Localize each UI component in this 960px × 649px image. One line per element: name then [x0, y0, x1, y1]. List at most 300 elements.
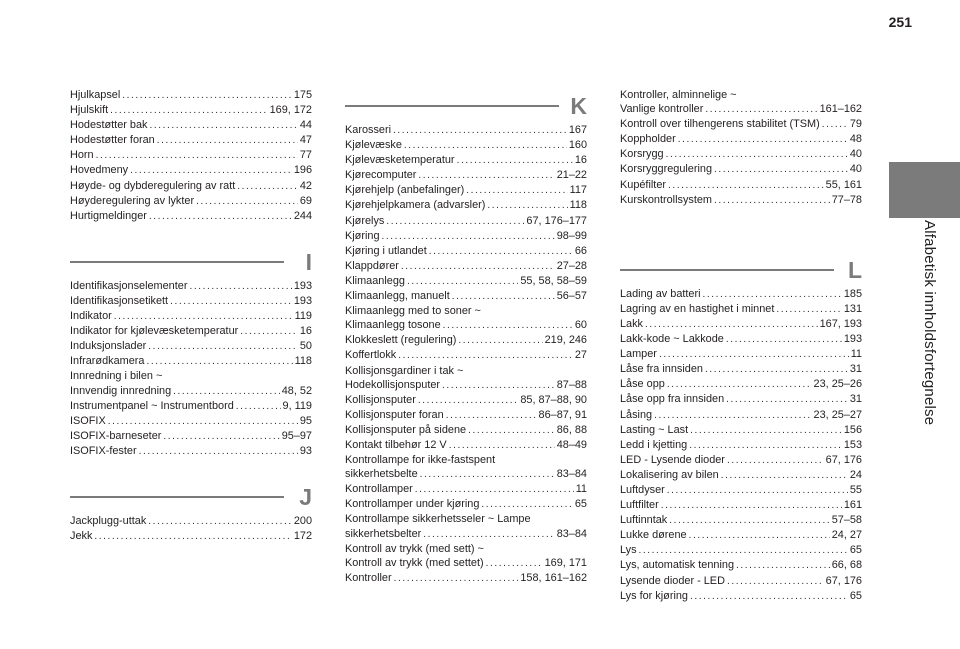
index-entry — [345, 214, 587, 229]
index-entry-term: Jekk — [70, 530, 93, 543]
index-entry-pages: 67, 176 — [825, 453, 862, 466]
index-entry-term: Luftinntak — [620, 514, 668, 527]
index-entry — [345, 542, 587, 571]
page-number: 251 — [888, 14, 912, 30]
index-entry — [620, 132, 862, 147]
index-entry-term: Klappdører — [345, 259, 399, 272]
dot-leader — [415, 483, 574, 497]
index-entry-term: Hurtigmeldinger — [70, 209, 147, 222]
index-entry-term-prefix: Innredning i bilen ~ — [70, 370, 163, 383]
index-entry-term: Karosseri — [345, 124, 391, 136]
dot-leader — [114, 310, 293, 324]
section-divider — [345, 105, 559, 107]
index-entry-term: Kjørelys — [345, 214, 385, 227]
index-entry-pages: 172 — [293, 530, 312, 543]
index-entry-pages: 153 — [843, 438, 862, 451]
section-letter: K — [570, 93, 587, 119]
section-header — [345, 88, 587, 119]
index-entry-term: Klokkeslett (regulering) — [345, 334, 457, 347]
dot-leader — [423, 528, 554, 542]
index-entry-term: Kjøring — [345, 229, 380, 242]
index-entry-term-prefix: Klimaanlegg med to soner ~ — [345, 305, 481, 318]
index-entry-pages: 66, 68 — [831, 559, 862, 572]
dot-leader — [668, 179, 824, 193]
dot-leader — [382, 230, 555, 244]
index-entry-pages: 77 — [299, 149, 312, 162]
index-entry-pages: 16 — [574, 154, 587, 167]
index-entry-pages: 93 — [299, 444, 312, 457]
dot-leader — [189, 280, 291, 294]
index-entry — [620, 88, 862, 117]
index-entry — [620, 147, 862, 162]
index-entry-term-prefix: Kontrollampe for ikke-fastspent — [345, 454, 496, 467]
index-entry — [620, 347, 862, 362]
index-entry-term: Korsryggregulering — [620, 163, 713, 176]
dot-leader — [393, 124, 567, 138]
index-entry — [70, 133, 312, 148]
index-entry-term: Indikator for kjølevæsketemperatur — [70, 325, 239, 338]
index-entry-pages: 67, 176–177 — [526, 214, 587, 227]
index-entry-term: Låsing — [620, 408, 653, 421]
dot-leader — [163, 430, 279, 444]
index-entry — [620, 438, 862, 453]
dot-leader — [639, 544, 848, 558]
index-entry — [70, 309, 312, 324]
index-entry-pages: 160 — [568, 139, 587, 152]
index-entry-term: Induksjonslader — [70, 340, 147, 353]
index-entry — [70, 103, 312, 118]
dot-leader — [667, 378, 812, 392]
index-entry — [620, 423, 862, 438]
index-entry — [70, 354, 312, 369]
index-entry — [70, 369, 312, 398]
index-entry-term: Hodestøtter bak — [70, 119, 148, 132]
index-entry — [345, 153, 587, 168]
index-entry — [620, 453, 862, 468]
index-entry-pages: 50 — [299, 340, 312, 353]
index-entry — [345, 438, 587, 453]
index-column-2 — [345, 88, 587, 586]
dot-leader — [736, 559, 830, 573]
index-entry — [620, 287, 862, 302]
dot-leader — [418, 394, 519, 408]
index-entry-term: Jackplugg-uttak — [70, 514, 147, 527]
index-entry-term: Instrumentpanel ~ Instrumentbord — [70, 399, 234, 412]
index-entry-pages: 156 — [843, 423, 862, 436]
index-entry-pages: 193 — [293, 294, 312, 307]
index-entry — [620, 377, 862, 392]
index-entry-pages: 175 — [293, 89, 312, 101]
section-tab-label: Alfabetisk innholdsfortegnelse — [921, 220, 938, 426]
section-header — [70, 244, 312, 275]
dot-leader — [727, 575, 824, 589]
index-entry-term: Hjulkapsel — [70, 89, 121, 101]
dot-leader — [148, 515, 292, 529]
dot-leader — [776, 303, 841, 317]
section-header — [620, 252, 862, 283]
index-entry-pages: 87–88 — [556, 378, 587, 391]
index-entry-term: Lakk — [620, 317, 644, 330]
index-entry — [620, 302, 862, 317]
dot-leader — [721, 469, 848, 483]
index-entry-term: Kjørecomputer — [345, 169, 417, 182]
index-entry-pages: 16 — [299, 325, 312, 338]
index-entry-pages: 158, 161–162 — [520, 571, 587, 584]
index-entry-pages: 48 — [849, 133, 862, 146]
dot-leader — [486, 557, 543, 571]
index-entry-pages: 86–87, 91 — [538, 408, 587, 421]
index-section — [620, 208, 862, 604]
index-entry-term: Kollisjonsputer foran — [345, 408, 444, 421]
index-entry-term: Høyde- og dybderegulering av ratt — [70, 179, 236, 192]
index-entry-pages: 66 — [574, 244, 587, 257]
index-entry-pages: 193 — [843, 333, 862, 346]
index-entry — [345, 453, 587, 482]
dot-leader — [705, 103, 817, 117]
index-entry-term: Koffertlokk — [345, 349, 397, 362]
index-entry-pages: 196 — [293, 164, 312, 177]
index-entry-pages: 169, 172 — [269, 104, 312, 117]
dot-leader — [669, 514, 829, 528]
section-divider — [70, 496, 284, 498]
index-entry-term: Klimaanlegg, manuelt — [345, 290, 450, 303]
index-entry-pages: 83–84 — [556, 468, 587, 481]
index-entry-term: Klimaanlegg — [345, 274, 405, 287]
index-entry — [70, 163, 312, 178]
index-entry-term: Hodekollisjonsputer — [345, 378, 441, 391]
index-entry-pages: 44 — [299, 119, 312, 132]
index-entry-pages: 55 — [849, 483, 862, 496]
dot-leader — [404, 139, 567, 153]
dot-leader — [481, 498, 572, 512]
index-entry — [620, 178, 862, 193]
index-entry-pages: 40 — [849, 148, 862, 161]
index-entry — [345, 274, 587, 289]
dot-leader — [237, 180, 298, 194]
dot-leader — [96, 149, 298, 163]
dot-leader — [654, 409, 811, 423]
index-entry — [345, 138, 587, 153]
index-section — [70, 224, 312, 459]
index-entry — [70, 529, 312, 544]
index-entry-term: ISOFIX — [70, 414, 106, 427]
index-entry-pages: 21–22 — [556, 169, 587, 182]
index-entry — [620, 193, 862, 208]
index-entry-term: Kontakt tilbehør 12 V — [345, 438, 447, 451]
index-entry-term: Kontrollamper under kjøring — [345, 498, 480, 511]
index-entry — [620, 468, 862, 483]
index-entry-pages: 118 — [294, 355, 312, 368]
index-entry-term: Kjørehjelpkamera (advarsler) — [345, 199, 486, 212]
index-entry-pages: 65 — [849, 544, 862, 557]
index-entry — [345, 408, 587, 423]
dot-leader — [487, 199, 567, 213]
section-letter: J — [299, 483, 312, 510]
dot-leader — [714, 163, 848, 177]
dot-leader — [443, 319, 573, 333]
index-entry-term: Ledd i kjetting — [620, 438, 688, 451]
dot-leader — [407, 275, 518, 289]
index-entry-pages: 57–58 — [831, 514, 862, 527]
dot-leader — [678, 133, 848, 147]
index-entry — [620, 362, 862, 377]
index-section — [620, 88, 862, 208]
index-entry-term: Korsrygg — [620, 148, 664, 161]
index-entry-term: Vanlige kontroller — [620, 103, 704, 116]
dot-leader — [386, 215, 524, 229]
index-entry-term: Kjølevæske — [345, 139, 402, 152]
index-entry-term: Infrarødkamera — [70, 355, 145, 368]
section-header — [70, 479, 312, 510]
index-entry-term: Kontroller — [345, 571, 392, 584]
index-entry — [345, 482, 587, 497]
index-entry — [70, 194, 312, 209]
index-column-3 — [620, 88, 862, 604]
index-entry — [620, 498, 862, 513]
index-entry-term: sikkerhetsbelter — [345, 527, 422, 540]
index-entry-pages: 24 — [849, 468, 862, 481]
dot-leader — [690, 590, 848, 604]
index-entry-term: Kollisjonsputer på sidene — [345, 423, 467, 436]
index-entry-term-prefix: Kontroller, alminnelige ~ — [620, 89, 737, 101]
index-entry-pages: 23, 25–27 — [813, 408, 862, 421]
index-entry — [345, 364, 587, 393]
index-entry-pages: 42 — [299, 179, 312, 192]
index-entry — [70, 209, 312, 224]
index-entry-pages: 69 — [299, 194, 312, 207]
index-entry-term: Lukke dørene — [620, 529, 687, 542]
index-entry — [70, 414, 312, 429]
dot-leader — [236, 400, 281, 414]
index-entry-pages: 98–99 — [556, 229, 587, 242]
dot-leader — [157, 134, 298, 148]
dot-leader — [667, 484, 848, 498]
index-entry-term: sikkerhetsbelte — [345, 468, 418, 481]
section-letter: L — [847, 256, 862, 283]
index-entry-term: Identifikasjonsetikett — [70, 294, 169, 307]
index-entry-pages: 65 — [574, 498, 587, 511]
index-entry-term: Hjulskift — [70, 104, 109, 117]
index-entry — [620, 408, 862, 423]
index-entry-pages: 67, 176 — [825, 574, 862, 587]
index-entry — [620, 543, 862, 558]
section-divider — [620, 269, 834, 271]
index-entry — [345, 259, 587, 274]
index-entry — [620, 332, 862, 347]
dot-leader — [146, 355, 292, 369]
index-entry-pages: 85, 87–88, 90 — [520, 393, 587, 406]
index-section — [70, 88, 312, 224]
index-entry-term: Koppholder — [620, 133, 676, 146]
index-entry-term: Lagring av en hastighet i minnet — [620, 302, 775, 315]
index-entry — [345, 229, 587, 244]
index-entry-pages: 31 — [849, 393, 862, 406]
dot-leader — [401, 260, 555, 274]
index-entry-pages: 31 — [849, 363, 862, 376]
index-section — [70, 459, 312, 544]
index-entry — [345, 348, 587, 363]
index-entry — [345, 497, 587, 512]
index-entry — [345, 123, 587, 138]
index-entry-pages: 193 — [293, 279, 312, 292]
dot-leader — [661, 499, 842, 513]
index-entry-term: Kontroll over tilhengerens stabilitet (TSM) — [620, 118, 820, 131]
index-entry-term: Indikator — [70, 310, 112, 323]
index-entry — [345, 183, 587, 198]
index-entry-term-prefix: Kontroll av trykk (med sett) ~ — [345, 542, 484, 555]
index-entry-term: Lys, automatisk tenning — [620, 559, 735, 572]
dot-leader — [149, 210, 292, 224]
index-entry-pages: 117 — [569, 184, 587, 197]
dot-leader — [714, 194, 830, 208]
index-entry-pages: 118 — [569, 199, 587, 212]
index-entry-term: Kjølevæsketemperatur — [345, 154, 455, 167]
dot-leader — [457, 154, 573, 168]
index-entry-term-prefix: Kollisjonsgardiner i tak ~ — [345, 364, 464, 377]
index-entry-pages: 86, 88 — [556, 423, 587, 436]
index-entry — [345, 289, 587, 304]
index-entry-term: Kontroll av trykk (med settet) — [345, 556, 484, 569]
dot-leader — [149, 119, 297, 133]
dot-leader — [689, 439, 842, 453]
index-entry — [345, 571, 587, 586]
section-letter: I — [305, 248, 312, 275]
dot-leader — [94, 530, 291, 544]
index-entry-pages: 119 — [294, 310, 312, 323]
index-entry-pages: 167 — [568, 124, 587, 136]
index-entry-pages: 27–28 — [556, 259, 587, 272]
index-entry — [70, 429, 312, 444]
index-entry-term: LED - Lysende dioder — [620, 453, 725, 466]
index-entry — [70, 294, 312, 309]
index-entry — [620, 528, 862, 543]
index-entry-term: Kurskontrollsystem — [620, 193, 712, 206]
index-entry-term: Høyderegulering av lykter — [70, 194, 195, 207]
dot-leader — [726, 333, 842, 347]
index-entry-pages: 77–78 — [831, 193, 862, 206]
index-entry-term: Lamper — [620, 348, 657, 361]
index-entry — [345, 512, 587, 541]
index-entry-term: Lasting ~ Last — [620, 423, 689, 436]
index-entry-term: Identifikasjonselementer — [70, 279, 188, 292]
index-entry-pages: 169, 171 — [544, 556, 587, 569]
index-entry-pages: 161–162 — [819, 103, 862, 116]
dot-leader — [442, 379, 555, 393]
index-entry-term: ISOFIX-barneseter — [70, 429, 162, 442]
index-entry-pages: 27 — [574, 349, 587, 362]
index-entry — [70, 514, 312, 529]
dot-leader — [822, 118, 848, 132]
index-entry-term: ISOFIX-fester — [70, 444, 137, 457]
index-entry — [70, 88, 312, 103]
dot-leader — [449, 439, 555, 453]
index-entry-pages: 167, 193 — [819, 317, 862, 330]
dot-leader — [446, 409, 537, 423]
dot-leader — [703, 288, 842, 302]
index-entry — [345, 168, 587, 183]
index-entry-pages: 185 — [843, 287, 862, 300]
index-entry-pages: 40 — [849, 163, 862, 176]
index-entry-term: Lys — [620, 544, 637, 557]
dot-leader — [139, 445, 298, 459]
index-entry-term: Lading av batteri — [620, 287, 701, 300]
index-entry-term: Lakk-kode ~ Lakkode — [620, 333, 724, 346]
index-entry-pages: 48–49 — [556, 438, 587, 451]
index-entry — [620, 162, 862, 177]
dot-leader — [466, 184, 567, 198]
dot-leader — [659, 348, 849, 362]
index-entry — [70, 444, 312, 459]
index-entry-pages: 200 — [293, 514, 312, 527]
index-entry-pages: 55, 161 — [825, 178, 862, 191]
index-entry — [345, 393, 587, 408]
index-entry — [345, 244, 587, 259]
dot-leader — [726, 393, 848, 407]
index-entry — [620, 392, 862, 407]
index-entry-pages: 95–97 — [281, 429, 312, 442]
index-entry — [70, 324, 312, 339]
index-entry — [620, 513, 862, 528]
index-entry — [345, 333, 587, 348]
index-entry — [620, 117, 862, 132]
index-entry-pages: 9, 119 — [282, 399, 312, 412]
dot-leader — [173, 385, 280, 399]
index-section — [345, 88, 587, 586]
index-entry — [620, 589, 862, 604]
dot-leader — [468, 424, 555, 438]
index-entry — [345, 304, 587, 333]
index-entry — [70, 279, 312, 294]
index-entry — [70, 399, 312, 414]
index-entry — [70, 179, 312, 194]
index-entry-term: Kupéfilter — [620, 178, 667, 191]
index-entry — [620, 574, 862, 589]
dot-leader — [689, 529, 830, 543]
index-entry — [70, 339, 312, 354]
dot-leader — [122, 89, 292, 103]
index-entry-term: Hovedmeny — [70, 164, 129, 177]
dot-leader — [130, 164, 292, 178]
index-entry-pages: 11 — [850, 348, 862, 361]
dot-leader — [418, 169, 554, 183]
dot-leader — [458, 334, 542, 348]
section-tab — [889, 162, 960, 218]
index-entry — [345, 423, 587, 438]
index-column-1 — [70, 88, 312, 544]
index-entry-pages: 23, 25–26 — [813, 378, 862, 391]
index-entry-pages: 244 — [293, 209, 312, 222]
dot-leader — [690, 424, 842, 438]
dot-leader — [645, 318, 818, 332]
index-entry-pages: 48, 52 — [281, 384, 312, 397]
index-entry-pages: 161 — [843, 499, 862, 512]
dot-leader — [452, 290, 555, 304]
index-entry-term: Lokalisering av bilen — [620, 468, 719, 481]
index-entry-term: Kollisjonsputer — [345, 393, 416, 406]
dot-leader — [196, 195, 298, 209]
index-entry-pages: 47 — [299, 134, 312, 147]
index-entry-term: Hodestøtter foran — [70, 134, 155, 147]
index-entry — [345, 198, 587, 213]
index-entry-pages: 83–84 — [556, 527, 587, 540]
index-entry-term: Kjørehjelp (anbefalinger) — [345, 184, 465, 197]
index-entry-term: Lysende dioder - LED — [620, 574, 725, 587]
index-entry-term: Luftdyser — [620, 483, 665, 496]
dot-leader — [429, 245, 573, 259]
index-entry-term: Kontrollamper — [345, 483, 413, 496]
dot-leader — [398, 349, 573, 363]
dot-leader — [666, 148, 848, 162]
